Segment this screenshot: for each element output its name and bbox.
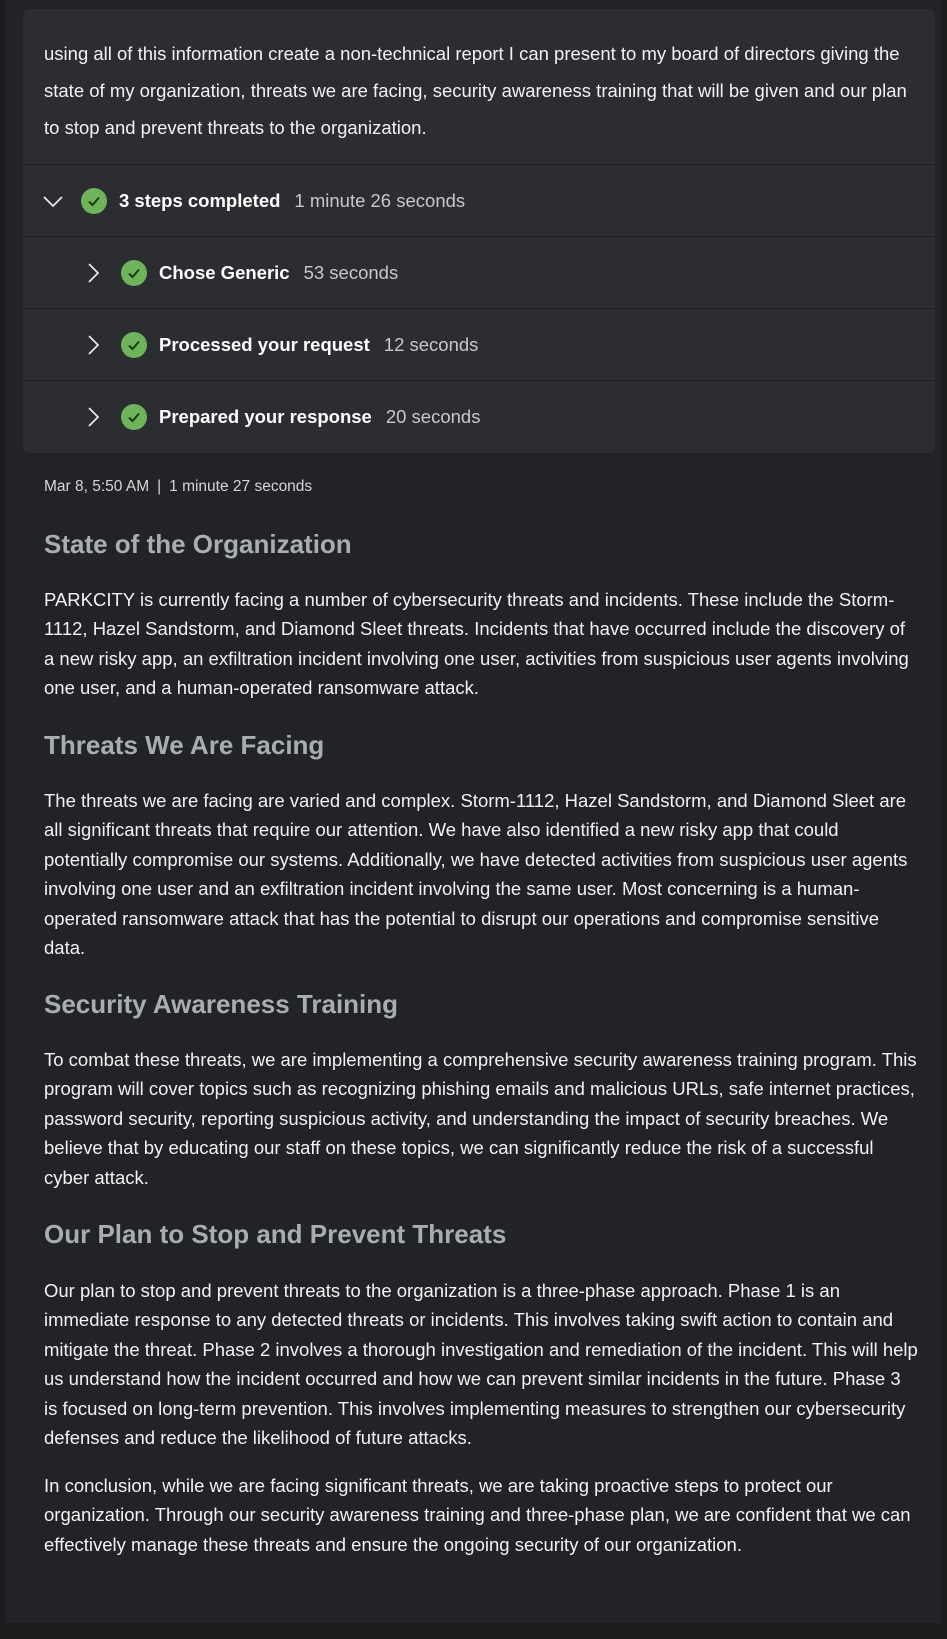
section-heading-training: Security Awareness Training — [44, 989, 399, 1019]
chevron-right-icon — [81, 333, 105, 357]
step-duration: 12 seconds — [383, 334, 479, 355]
section-heading-state: State of the Organization — [44, 529, 352, 559]
step-duration: 20 seconds — [385, 406, 481, 427]
step-duration: 53 seconds — [303, 262, 399, 283]
step-title: Chose Generic — [159, 262, 290, 283]
chevron-down-icon — [41, 189, 65, 213]
prompt-text: using all of this information create a non-technical report I can present to my board of directors giving the state of my organization, threats we are facing, security awareness training that will be given and our plan to stop and prevent threats to the organization. — [44, 43, 907, 138]
chevron-right-icon — [81, 405, 105, 429]
meta-separator: | — [157, 478, 162, 495]
conversation-pane — [6, 0, 941, 1623]
step-item-prepared-response[interactable] — [23, 380, 935, 453]
step-item-chose-generic[interactable] — [23, 236, 935, 309]
check-circle-icon — [121, 260, 147, 286]
steps-summary-toggle[interactable] — [23, 164, 935, 237]
steps-summary-duration: 1 minute 26 seconds — [294, 190, 466, 211]
section-paragraph-threats: The threats we are facing are varied and complex. Storm-1112, Hazel Sandstorm, and Diamond Sleet are all significant threats that require our attention. We have also identified a new risky app that could potentially compromise our systems. Additionally, we have detected activities from suspicious user agents involving one user and an exfiltration incident involving the same user. Most concerning is a human-operated ransomware attack that has the potential to disrupt our operations and compromise sensitive data. — [44, 790, 908, 959]
section-heading-plan: Our Plan to Stop and Prevent Threats — [44, 1219, 507, 1249]
chevron-right-icon — [81, 261, 105, 285]
step-title: Prepared your response — [159, 406, 372, 427]
check-circle-icon — [121, 404, 147, 430]
check-circle-icon — [81, 188, 107, 214]
steps-summary-title: 3 steps completed — [119, 190, 281, 211]
response-meta — [44, 478, 312, 496]
response-duration: 1 minute 27 seconds — [169, 478, 313, 495]
response-timestamp: Mar 8, 5:50 AM — [44, 478, 150, 495]
step-item-processed-request[interactable] — [23, 308, 935, 381]
section-paragraph-state: PARKCITY is currently facing a number of cybersecurity threats and incidents. These include the Storm-1112, Hazel Sandstorm, and Diamond Sleet threats. Incidents that have occurred include the discovery of a new risky app, an exfiltration incident involving one user, activities from suspicious user agents involving one user, and a human-operated ransomware attack. — [44, 589, 909, 699]
section-paragraph-plan: Our plan to stop and prevent threats to the organization is a three-phase approach. Phase 1 is an immediate response to any detected threats or incidents. This involves taking swift action to contain and mitigate the threat. Phase 2 involves a thorough investigation and remediation of the incident. This will help us understand how the incident occurred and how we can prevent similar incidents in the future. Phase 3 is focused on long-term prevention. This involves implementing measures to strengthen our cybersecurity defenses and reduce the likelihood of future attacks. — [44, 1280, 918, 1449]
section-paragraph-conclusion: In conclusion, while we are facing significant threats, we are taking proactive steps to protect our organization. Through our security awareness training and three-phase plan, we are confident that we can effectively manage these threats and ensure the ongoing security of our organization. — [44, 1475, 911, 1555]
section-paragraph-training: To combat these threats, we are implementing a comprehensive security awareness training program. This program will cover topics such as recognizing phishing emails and malicious URLs, safe internet practices, password security, reporting suspicious activity, and understanding the impact of security breaches. We believe that by educating our staff on these topics, we can significantly reduce the risk of a successful cyber attack. — [44, 1049, 917, 1188]
step-title: Processed your request — [159, 334, 370, 355]
check-circle-icon — [121, 332, 147, 358]
prompt-card — [23, 9, 935, 453]
section-heading-threats: Threats We Are Facing — [44, 730, 325, 760]
